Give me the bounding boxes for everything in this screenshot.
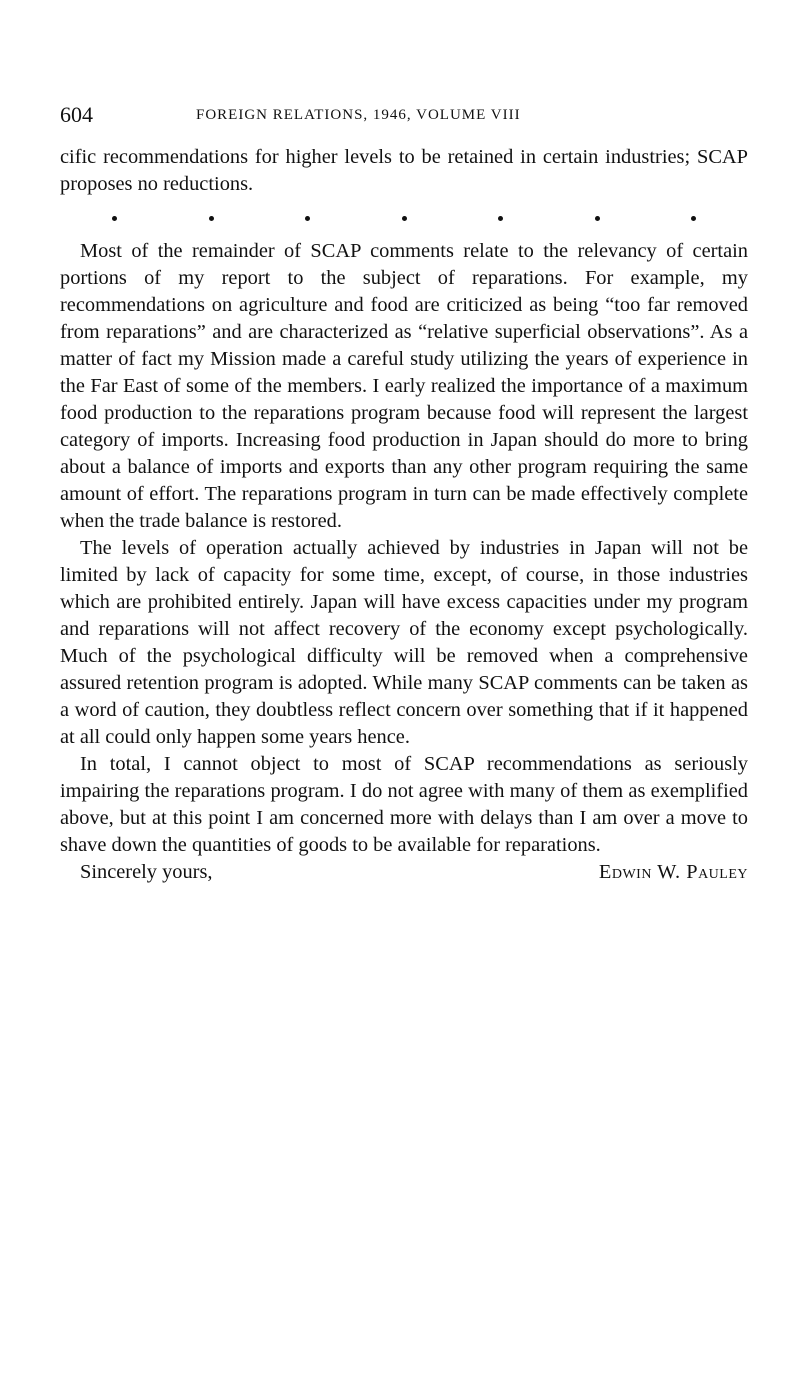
- running-head: [60, 98, 748, 132]
- document-page: [60, 98, 748, 889]
- paragraph-scap-comments: Most of the remainder of SCAP comments relate to the relevancy of certain portions of my report to the subject of reparations. For example, my recommendations on agriculture and food are criticized as being “too far removed from reparations” and are characterized as “relative superficial observations”. As a matter of fact my Mission made a careful study utilizing the years of experience in the Far East of some of the members. I early realized the importance of a maximum food production to the reparations program because food will represent the largest category of imports. Increasing food production in Japan should do more to bring about a balance of imports and exports than any other program requiring the same amount of effort. The reparations program in turn can be made effectively complete when the trade balance is restored.: [60, 240, 748, 532]
- body-text: [60, 144, 748, 889]
- complimentary-close: Sincerely yours,: [80, 861, 213, 883]
- paragraph-levels-of-operation: The levels of operation actually achieved by industries in Japan will not be limited by lack of capacity for some time, except, of course, in those industries which are prohibited entirely. Japan will have excess capacities under my program and reparations will not affect recovery of the economy except psychologically. Much of the psychological difficulty will be removed when a comprehensive assured retention program is adopted. While many SCAP comments can be taken as a word of caution, they doubtless reflect concern over something that if it happened at all could only happen some years hence.: [60, 537, 748, 748]
- ellipsis-dot: [209, 216, 214, 221]
- running-title: FOREIGN RELATIONS, 1946, VOLUME VIII: [196, 107, 521, 123]
- ellipsis-dot: [595, 216, 600, 221]
- letter-closing: [60, 859, 748, 889]
- omission-ellipsis: [60, 198, 748, 238]
- ellipsis-dot: [402, 216, 407, 221]
- page-number: 604: [60, 102, 93, 127]
- ellipsis-dot: [498, 216, 503, 221]
- ellipsis-dot: [305, 216, 310, 221]
- paragraph-continued: cific recommendations for higher levels to be retained in certain industries; SCAP proposes no reductions.: [60, 146, 748, 195]
- paragraph-in-total: In total, I cannot object to most of SCAP recommendations as seriously impairing the reparations program. I do not agree with many of them as exemplified above, but at this point I am concerned more with delays than I am over a move to shave down the quantities of goods to be available for reparations.: [60, 753, 748, 856]
- ellipsis-dot: [691, 216, 696, 221]
- ellipsis-dot: [112, 216, 117, 221]
- signature: Edwin W. Pauley: [598, 861, 748, 883]
